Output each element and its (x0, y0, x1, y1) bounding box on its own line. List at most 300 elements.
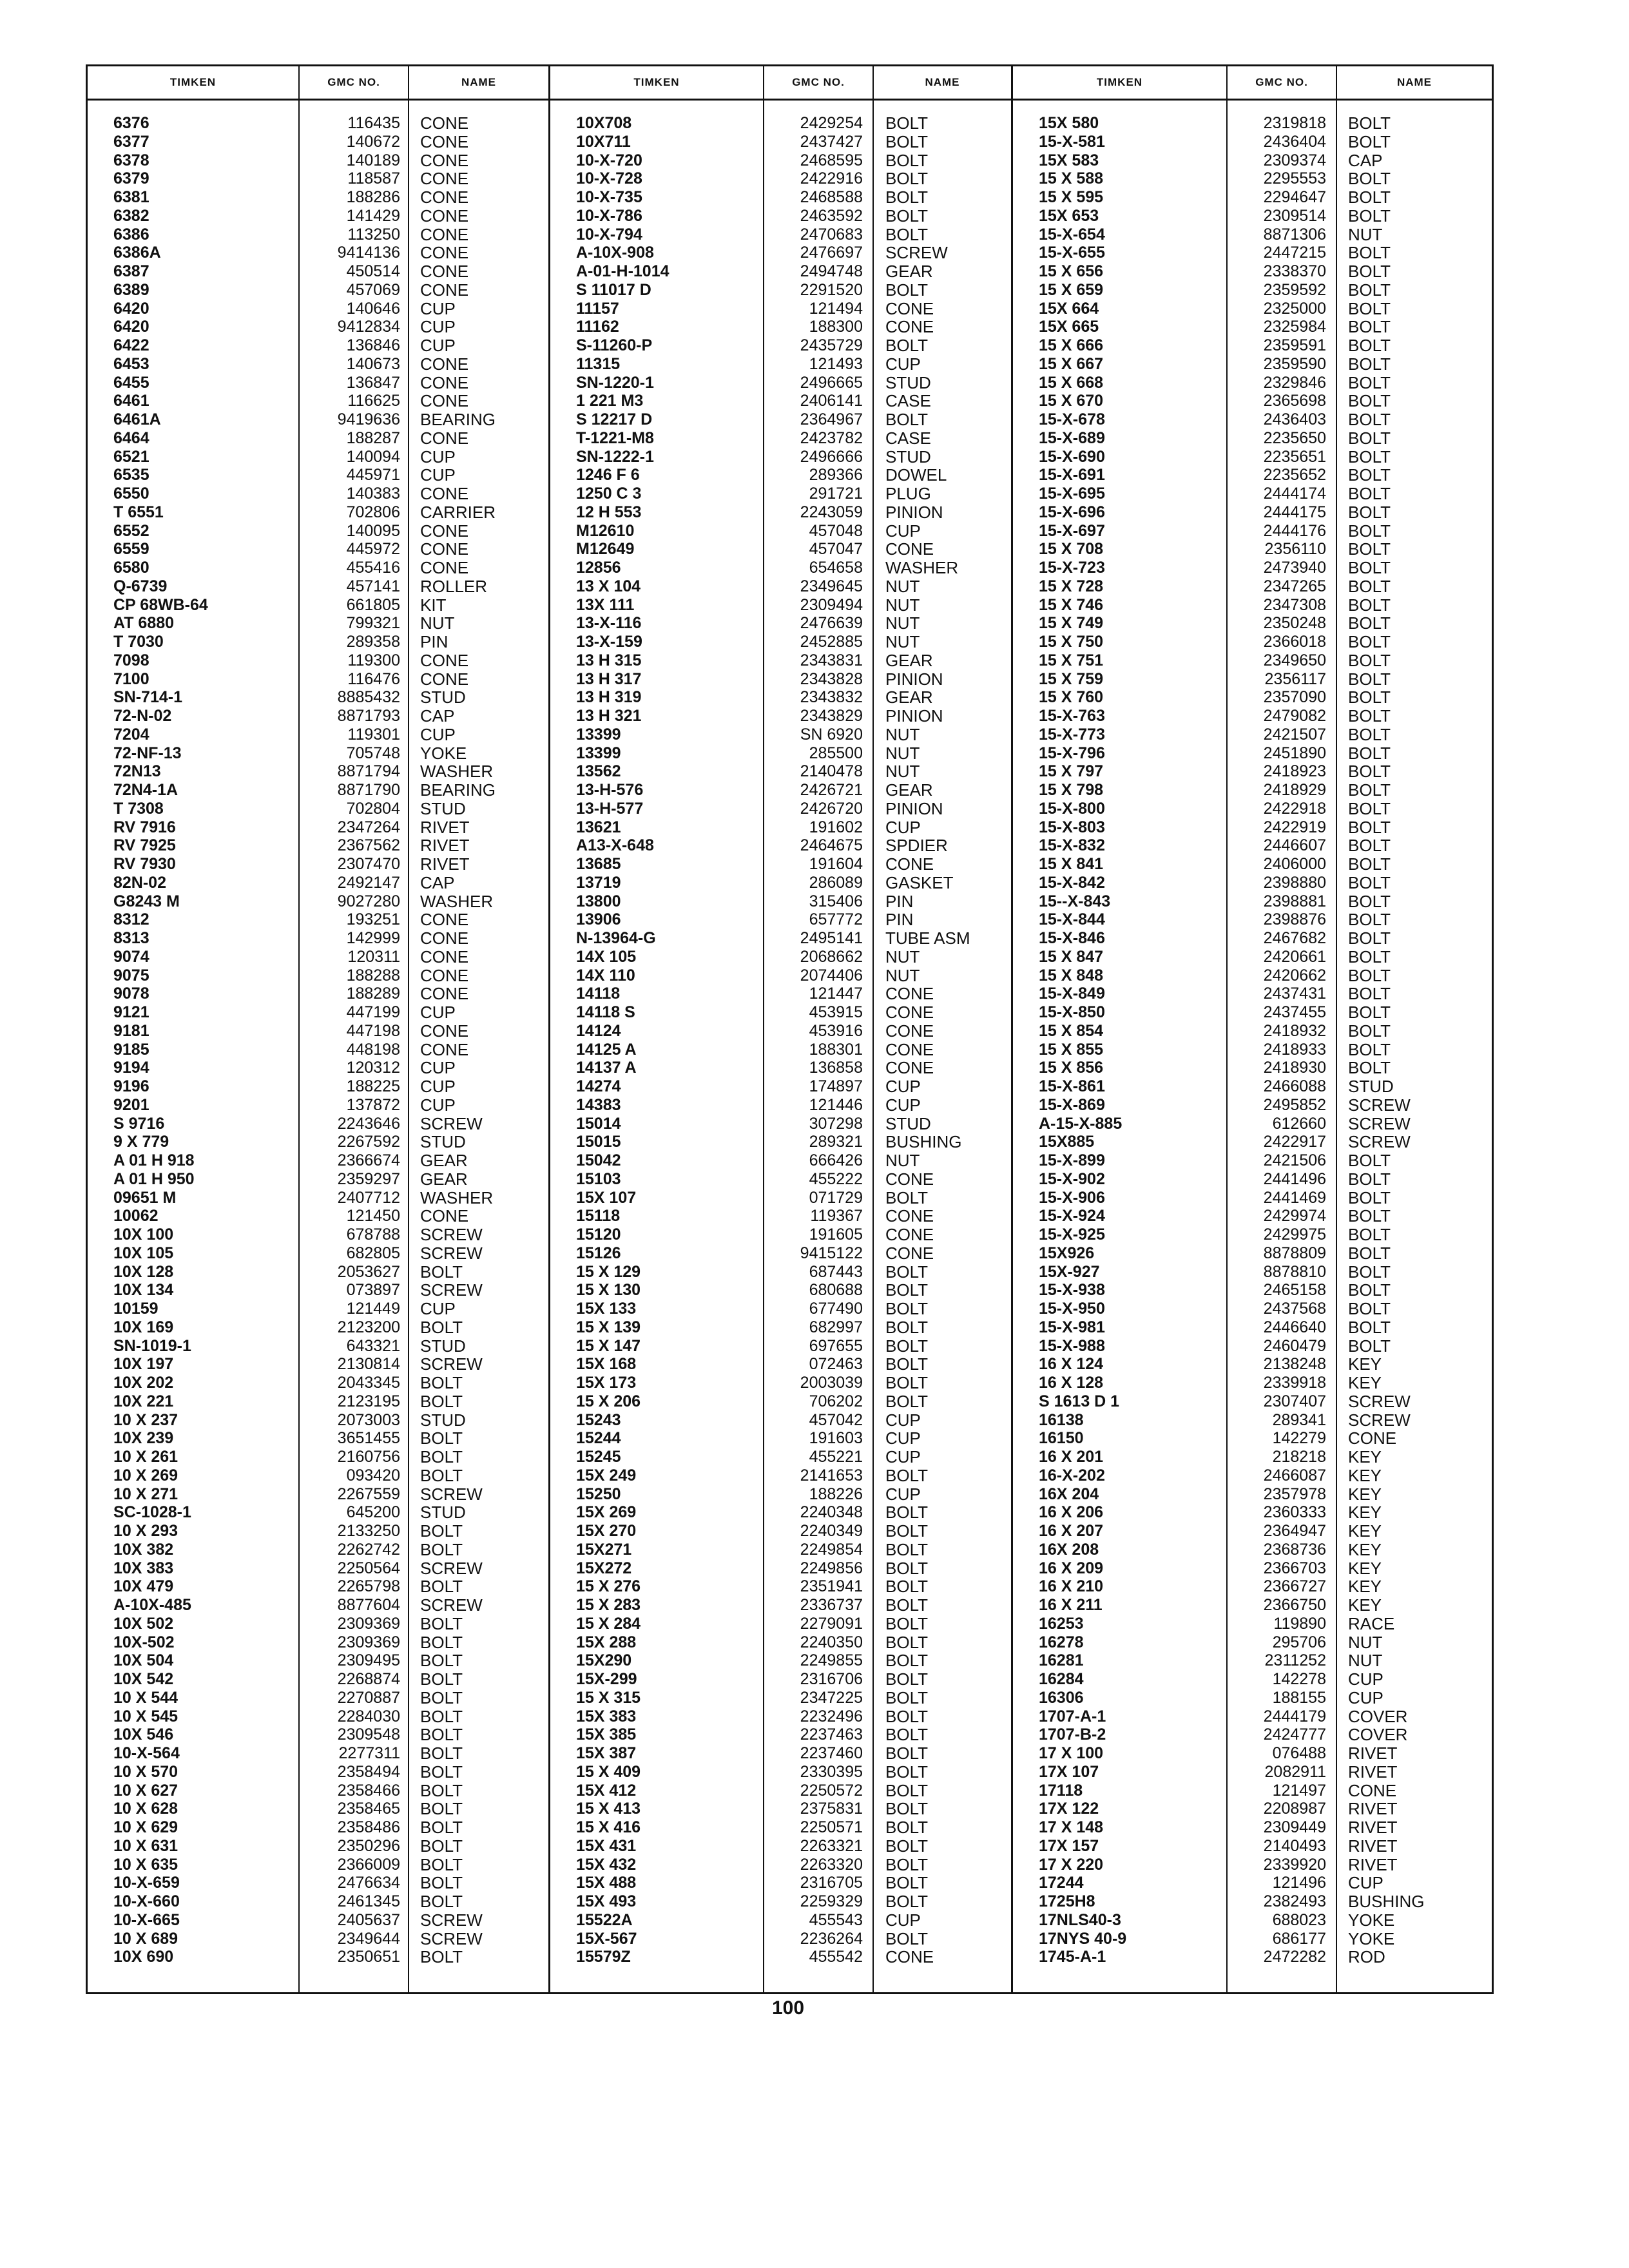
name-cell: CONE (420, 485, 469, 503)
timken-cell: A-15-X-885 (1039, 1114, 1123, 1133)
name-cell: BOLT (885, 1392, 928, 1411)
timken-cell: 16 X 124 (1039, 1355, 1104, 1374)
name-cell: CUP (420, 299, 456, 318)
timken-cell: 15-X-861 (1039, 1077, 1105, 1095)
timken-cell: 6378 (113, 151, 149, 169)
timken-cell: 17X 107 (1039, 1762, 1099, 1781)
name-cell: BOLT (885, 1355, 928, 1374)
name-cell: CUP (885, 1448, 921, 1466)
gmc-number-cell: 140383 (346, 485, 400, 503)
name-cell: PIN (885, 910, 914, 929)
gmc-number-cell: 677490 (809, 1300, 863, 1318)
timken-cell: 16 X 206 (1039, 1503, 1104, 1522)
timken-cell: 13-X-159 (576, 633, 642, 651)
timken-cell: 13562 (576, 762, 621, 781)
name-cell: BOLT (885, 1874, 928, 1892)
timken-cell: 9196 (113, 1077, 149, 1095)
timken-cell: A-01-H-1014 (576, 262, 670, 280)
gmc-number-cell: 2123195 (337, 1392, 400, 1410)
gmc-number-cell: 2421506 (1263, 1151, 1326, 1169)
name-cell: STUD (1348, 1077, 1394, 1096)
gmc-number-cell: 2476634 (337, 1874, 400, 1892)
name-cell: BOLT (420, 1836, 463, 1856)
gmc-number-cell: 612660 (1272, 1114, 1326, 1133)
timken-cell: 15-X-950 (1039, 1300, 1105, 1318)
gmc-number-cell: 657772 (809, 910, 863, 929)
timken-cell: 15X 133 (576, 1300, 637, 1318)
gmc-number-cell: SN 6920 (800, 725, 863, 744)
gmc-number-cell: 643321 (346, 1336, 400, 1355)
timken-cell: 10 X 271 (113, 1485, 178, 1503)
name-cell: BOLT (1348, 521, 1391, 541)
gmc-number-cell: 188226 (809, 1485, 863, 1503)
gmc-number-cell: 2429975 (1263, 1225, 1326, 1244)
gmc-number-cell: 8878810 (1263, 1262, 1326, 1281)
name-cell: BOLT (885, 132, 928, 151)
name-cell: SCREW (420, 1929, 483, 1948)
gmc-number-cell: 2294647 (1263, 188, 1326, 206)
name-cell: CONE (420, 188, 469, 207)
gmc-number-cell: 140646 (346, 299, 400, 318)
gmc-number-cell: 2349650 (1263, 651, 1326, 669)
gmc-number-cell: 2437455 (1263, 1003, 1326, 1021)
gmc-number-cell: 2237460 (800, 1744, 863, 1762)
gmc-number-cell: 2407712 (337, 1188, 400, 1207)
gmc-number-cell: 2249856 (800, 1559, 863, 1577)
name-cell: BOLT (1348, 559, 1391, 577)
gmc-number-cell: 2043345 (337, 1374, 400, 1392)
timken-cell: 15-X-988 (1039, 1336, 1105, 1355)
timken-cell: 15 X 847 (1039, 947, 1104, 966)
gmc-number-cell: 2437427 (800, 132, 863, 151)
gmc-number-cell: 2368736 (1263, 1540, 1326, 1559)
timken-cell: 15-X-763 (1039, 707, 1105, 725)
name-cell: CUP (1348, 1688, 1383, 1707)
gmc-number-cell: 2277311 (338, 1744, 400, 1762)
name-cell: NUT (885, 966, 920, 985)
timken-cell: 9201 (113, 1095, 149, 1114)
name-cell: BOLT (885, 1374, 928, 1392)
timken-cell: 15-X-697 (1039, 521, 1105, 540)
gmc-number-cell: 2463592 (800, 206, 863, 225)
name-cell: SCREW (1348, 1133, 1411, 1151)
timken-cell: 16253 (1039, 1614, 1084, 1633)
timken-cell: 15 X 129 (576, 1262, 641, 1281)
name-cell: NUT (885, 744, 920, 763)
gmc-number-cell: 2259329 (800, 1892, 863, 1910)
timken-cell: 15-X-689 (1039, 428, 1105, 447)
timken-cell: 15-X-691 (1039, 466, 1105, 485)
timken-column (1039, 114, 1223, 1966)
name-cell: BOLT (1348, 428, 1391, 448)
timken-cell: 15X 580 (1039, 114, 1099, 132)
gmc-number-cell: 2336737 (800, 1596, 863, 1614)
name-cell: CUP (420, 1077, 456, 1096)
timken-cell: G8243 M (113, 892, 180, 910)
name-cell: BOLT (885, 1651, 928, 1670)
header-gmc-no: GMC NO. (792, 76, 845, 88)
name-cell: BOLT (420, 1262, 463, 1282)
gmc-number-cell: 2347225 (800, 1688, 863, 1707)
parts-table (86, 64, 1494, 1994)
gmc-number-cell: 2250571 (800, 1818, 863, 1836)
gmc-number-cell: 2426720 (800, 799, 863, 818)
name-cell: CUP (885, 1429, 921, 1448)
name-cell: RIVET (420, 855, 470, 874)
gmc-number-cell: 2235652 (1263, 466, 1326, 485)
name-cell: RIVET (1348, 1800, 1398, 1818)
name-cell: CONE (420, 910, 469, 929)
gmc-number-cell: 2141653 (800, 1466, 863, 1485)
gmc-number-cell: 073897 (346, 1281, 400, 1300)
gmc-number-cell: 2476639 (800, 614, 863, 633)
name-cell: BOLT (885, 280, 928, 300)
name-cell: CONE (885, 1244, 934, 1263)
name-cell: SCREW (420, 1910, 483, 1930)
name-cell: CARRIER (420, 503, 496, 522)
gmc-number-cell: 2359297 (337, 1169, 400, 1188)
timken-cell: 6420 (113, 299, 149, 318)
gmc-number-cell: 142279 (1272, 1429, 1326, 1448)
name-cell: CUP (420, 1300, 456, 1318)
gmc-number-cell: 2343828 (800, 669, 863, 688)
gmc-number-cell: 2350651 (337, 1948, 400, 1966)
timken-cell: 13X 111 (576, 595, 635, 614)
name-cell: GEAR (885, 688, 933, 707)
name-cell: BOLT (1348, 1021, 1391, 1041)
page-number: 100 (771, 1997, 805, 2019)
name-cell: SPDIER (885, 836, 948, 855)
timken-cell: S-11260-P (576, 336, 653, 354)
gmc-number-cell: 2240348 (800, 1503, 863, 1522)
gmc-number-cell: 2240349 (800, 1522, 863, 1540)
timken-cell: 72-N-02 (113, 707, 172, 725)
gmc-number-cell: 2232496 (800, 1707, 863, 1725)
timken-cell: 6386 (113, 225, 149, 244)
name-cell: CONE (420, 1040, 469, 1059)
name-cell: BOLT (885, 336, 928, 355)
name-cell: KEY (1348, 1503, 1382, 1522)
name-cell: CONE (420, 1207, 469, 1225)
timken-cell: 10X-502 (113, 1633, 175, 1651)
name-cell: BOLT (1348, 873, 1391, 892)
gmc-number-cell: 2343832 (800, 688, 863, 707)
name-cell: NUT (1348, 1651, 1383, 1670)
name-cell: BUSHING (1348, 1892, 1425, 1911)
timken-cell: 10-X-665 (113, 1910, 180, 1929)
gmc-number-cell: 193251 (346, 910, 400, 929)
gmc-number-cell: 2429254 (800, 114, 863, 132)
gmc-number-cell: 120311 (347, 947, 400, 966)
name-cell: CUP (420, 1059, 456, 1077)
timken-cell: 10X 504 (113, 1651, 174, 1670)
name-cell: CUP (1348, 1874, 1383, 1892)
name-cell: BOLT (1348, 447, 1391, 466)
gmc-number-cell: 2319818 (1263, 114, 1326, 132)
gmc-number-cell: 2444174 (1263, 485, 1326, 503)
gmc-number-cell: 191603 (809, 1429, 863, 1448)
timken-cell: 15-X-655 (1039, 244, 1105, 262)
name-cell: BOLT (885, 410, 928, 429)
name-cell: CONE (420, 151, 469, 170)
gmc-number-cell: 140189 (346, 151, 400, 169)
timken-cell: 13-H-576 (576, 781, 644, 799)
timken-cell: 10X 221 (113, 1392, 174, 1410)
timken-cell: A 01 H 950 (113, 1169, 195, 1188)
timken-cell: 15X 653 (1039, 206, 1099, 225)
name-cell: CAP (420, 873, 455, 892)
timken-cell: M12649 (576, 540, 635, 559)
name-cell: SCREW (1348, 1392, 1411, 1411)
timken-cell: 1250 C 3 (576, 485, 642, 503)
name-cell: BOLT (885, 1559, 928, 1578)
timken-cell: 15 X 413 (576, 1800, 641, 1818)
name-cell: TUBE ASM (885, 929, 970, 948)
gmc-number-cell: 121497 (1272, 1781, 1326, 1800)
timken-cell: 14118 S (576, 1003, 635, 1021)
name-cell: BOLT (1348, 781, 1391, 800)
gmc-number-cell: 2426721 (800, 781, 863, 799)
name-cell: CONE (420, 669, 469, 689)
name-cell: CONE (420, 225, 469, 244)
name-cell: BOLT (1348, 651, 1391, 670)
column-rule (298, 66, 300, 1992)
gmc-number-cell: 2436404 (1263, 132, 1326, 151)
name-cell: KEY (1348, 1577, 1382, 1596)
gmc-number-cell: 136846 (346, 336, 400, 354)
gmc-number-cell: 2466087 (1263, 1466, 1326, 1485)
name-cell: BOLT (1348, 262, 1391, 281)
timken-cell: 15-X-803 (1039, 818, 1105, 836)
gmc-column (1228, 114, 1326, 1966)
gmc-number-cell: 218218 (1272, 1448, 1326, 1466)
timken-cell: 15-X-696 (1039, 503, 1105, 521)
gmc-number-cell: 8871793 (337, 707, 400, 725)
gmc-number-cell: 2418930 (1263, 1059, 1326, 1077)
name-cell: BOLT (1348, 744, 1391, 763)
name-cell: CONE (420, 540, 469, 559)
name-cell: BOLT (1348, 1262, 1391, 1282)
name-cell: BOLT (1348, 725, 1391, 744)
timken-cell: 10X 202 (113, 1374, 174, 1392)
timken-cell: 15X 270 (576, 1522, 637, 1540)
timken-cell: 16284 (1039, 1670, 1084, 1688)
name-cell: CONE (420, 132, 469, 151)
column-rule (872, 66, 874, 1992)
name-cell: CUP (885, 1095, 921, 1115)
timken-cell: 6455 (113, 373, 149, 392)
gmc-number-cell: 2495852 (1263, 1095, 1326, 1114)
name-cell: DOWEL (885, 466, 947, 485)
name-cell: BOLT (420, 1892, 463, 1911)
header-rule (88, 99, 1492, 101)
timken-cell: 15X 387 (576, 1744, 637, 1762)
name-cell: BOLT (1348, 1225, 1391, 1244)
timken-cell: 10X 690 (113, 1948, 174, 1966)
gmc-number-cell: 455222 (809, 1169, 863, 1188)
gmc-number-cell: 289358 (346, 633, 400, 651)
timken-cell: 15 X 139 (576, 1318, 641, 1336)
timken-cell: SC-1028-1 (113, 1503, 191, 1522)
timken-cell: 15118 (576, 1207, 621, 1225)
gmc-number-cell: 455542 (809, 1948, 863, 1966)
gmc-number-cell: 457042 (809, 1410, 863, 1429)
name-cell: STUD (420, 1133, 466, 1151)
gmc-number-cell: 799321 (346, 614, 400, 633)
timken-cell: 10-X-659 (113, 1874, 180, 1892)
gmc-number-cell: 136858 (809, 1059, 863, 1077)
timken-cell: 15 X 276 (576, 1577, 641, 1596)
timken-cell: 6461 (113, 392, 149, 410)
name-cell: BOLT (885, 1188, 928, 1207)
name-cell: BOLT (420, 1633, 463, 1652)
name-cell: BOLT (885, 1762, 928, 1782)
name-cell: BOLT (1348, 1244, 1391, 1263)
name-cell: NUT (885, 1151, 920, 1170)
timken-cell: 15 X 746 (1039, 595, 1104, 614)
name-cell: BOLT (885, 1892, 928, 1911)
gmc-number-cell: 9414136 (337, 244, 400, 262)
timken-cell: 15-X-925 (1039, 1225, 1105, 1244)
gmc-number-cell: 2270887 (337, 1688, 400, 1707)
gmc-number-cell: 191605 (809, 1225, 863, 1244)
gmc-number-cell: 2436403 (1263, 410, 1326, 428)
name-cell: CONE (885, 1169, 934, 1189)
timken-cell: 15-X-773 (1039, 725, 1105, 744)
name-cell: BOLT (1348, 836, 1391, 855)
name-cell: CONE (885, 299, 934, 318)
timken-cell: 15 X 667 (1039, 354, 1104, 373)
gmc-number-cell: 2366018 (1263, 633, 1326, 651)
name-cell: SCREW (420, 1281, 483, 1300)
name-cell: CONE (885, 1948, 934, 1966)
name-cell: KEY (1348, 1466, 1382, 1485)
gmc-number-cell: 2339920 (1263, 1855, 1326, 1874)
gmc-number-cell: 455543 (809, 1910, 863, 1929)
name-cell: CONE (420, 651, 469, 670)
gmc-number-cell: 2350248 (1263, 614, 1326, 633)
timken-cell: 10 X 237 (113, 1410, 178, 1429)
name-cell: BOLT (420, 1448, 463, 1466)
gmc-number-cell: 2359592 (1263, 280, 1326, 299)
timken-cell: 6550 (113, 485, 149, 503)
name-cell: BOLT (1348, 336, 1391, 355)
gmc-number-cell: 2375831 (800, 1800, 863, 1818)
name-cell: NUT (885, 633, 920, 651)
gmc-number-cell: 2068662 (800, 947, 863, 966)
gmc-number-cell: 2309449 (1263, 1818, 1326, 1836)
timken-cell: 8313 (113, 929, 149, 947)
gmc-number-cell: 174897 (809, 1077, 863, 1095)
name-cell: BOLT (1348, 633, 1391, 651)
gmc-number-cell: 2467682 (1263, 929, 1326, 947)
timken-cell: 10X 383 (113, 1559, 174, 1577)
name-cell: BOLT (1348, 929, 1391, 948)
name-cell: RIVET (1348, 1818, 1398, 1837)
gmc-number-cell: 457047 (809, 540, 863, 559)
gmc-number-cell: 2358486 (337, 1818, 400, 1836)
timken-cell: 15X926 (1039, 1244, 1095, 1262)
timken-cell: 15015 (576, 1133, 621, 1151)
header-name: NAME (461, 76, 497, 88)
name-cell: NUT (420, 614, 455, 633)
timken-cell: 17118 (1039, 1781, 1083, 1800)
timken-cell: 16 X 211 (1039, 1596, 1103, 1614)
name-cell: STUD (420, 799, 466, 818)
gmc-number-cell: 142278 (1272, 1670, 1326, 1688)
timken-cell: 15 X 595 (1039, 188, 1104, 206)
name-cell: NUT (1348, 225, 1383, 244)
name-cell: CONE (885, 318, 934, 336)
timken-cell: S 12217 D (576, 410, 653, 428)
name-cell: BOLT (1348, 985, 1391, 1003)
gmc-number-cell: 120312 (346, 1059, 400, 1077)
gmc-number-cell: 2367562 (337, 836, 400, 855)
name-cell: CONE (420, 559, 469, 577)
gmc-number-cell: 121446 (809, 1095, 863, 1114)
timken-cell: 9194 (113, 1059, 149, 1077)
name-cell: STUD (420, 1336, 466, 1356)
timken-cell: 15-X-695 (1039, 485, 1105, 503)
name-cell: CASE (885, 428, 931, 448)
name-cell: BOLT (885, 1633, 928, 1652)
name-cell: BOLT (420, 1725, 463, 1744)
timken-cell: 13399 (576, 744, 621, 762)
name-cell: BOLT (1348, 280, 1391, 300)
gmc-number-cell: 2082911 (1264, 1762, 1326, 1781)
timken-cell: 16 X 210 (1039, 1577, 1104, 1596)
name-cell: BOLT (885, 1503, 928, 1522)
name-cell: NUT (885, 947, 920, 966)
timken-cell: 15-X-869 (1039, 1095, 1105, 1114)
timken-cell: 9075 (113, 966, 149, 985)
timken-cell: 10 X 261 (113, 1448, 178, 1466)
name-cell: BOLT (885, 1818, 928, 1837)
gmc-number-cell: 686177 (1272, 1929, 1326, 1948)
name-cell: SCREW (420, 1485, 483, 1504)
name-cell: BOLT (1348, 1300, 1391, 1318)
name-cell: BOLT (420, 1540, 463, 1559)
timken-cell: 10 X 269 (113, 1466, 178, 1485)
name-cell: BOLT (885, 1614, 928, 1633)
gmc-number-cell: 678788 (346, 1225, 400, 1244)
gmc-number-cell: 116435 (347, 114, 400, 132)
timken-cell: 15 X 668 (1039, 373, 1104, 392)
timken-cell: 6376 (113, 114, 149, 132)
gmc-number-cell: 2422919 (1263, 818, 1326, 836)
timken-cell: 15 X 797 (1039, 762, 1104, 781)
name-cell: KEY (1348, 1485, 1382, 1504)
timken-cell: 15X 412 (576, 1781, 637, 1800)
gmc-number-cell: 9419636 (337, 410, 400, 428)
name-cell: BOLT (1348, 818, 1391, 837)
name-cell: BOLT (1348, 299, 1391, 318)
timken-cell: 10 X 628 (113, 1800, 178, 1818)
timken-cell: 16-X-202 (1039, 1466, 1105, 1485)
timken-cell: 16278 (1039, 1633, 1084, 1651)
name-cell: BOLT (885, 1744, 928, 1763)
gmc-number-cell: 2464675 (800, 836, 863, 855)
name-cell: CONE (885, 1059, 934, 1077)
gmc-number-cell: 2444175 (1263, 503, 1326, 521)
name-cell: CAP (420, 707, 455, 726)
timken-cell: 10X 134 (113, 1281, 174, 1300)
name-cell: BOLT (1348, 244, 1391, 262)
timken-cell: 17244 (1039, 1874, 1084, 1892)
name-cell: ROD (1348, 1948, 1385, 1966)
gmc-number-cell: 2418933 (1263, 1040, 1326, 1059)
gmc-number-cell: 2423782 (800, 428, 863, 447)
